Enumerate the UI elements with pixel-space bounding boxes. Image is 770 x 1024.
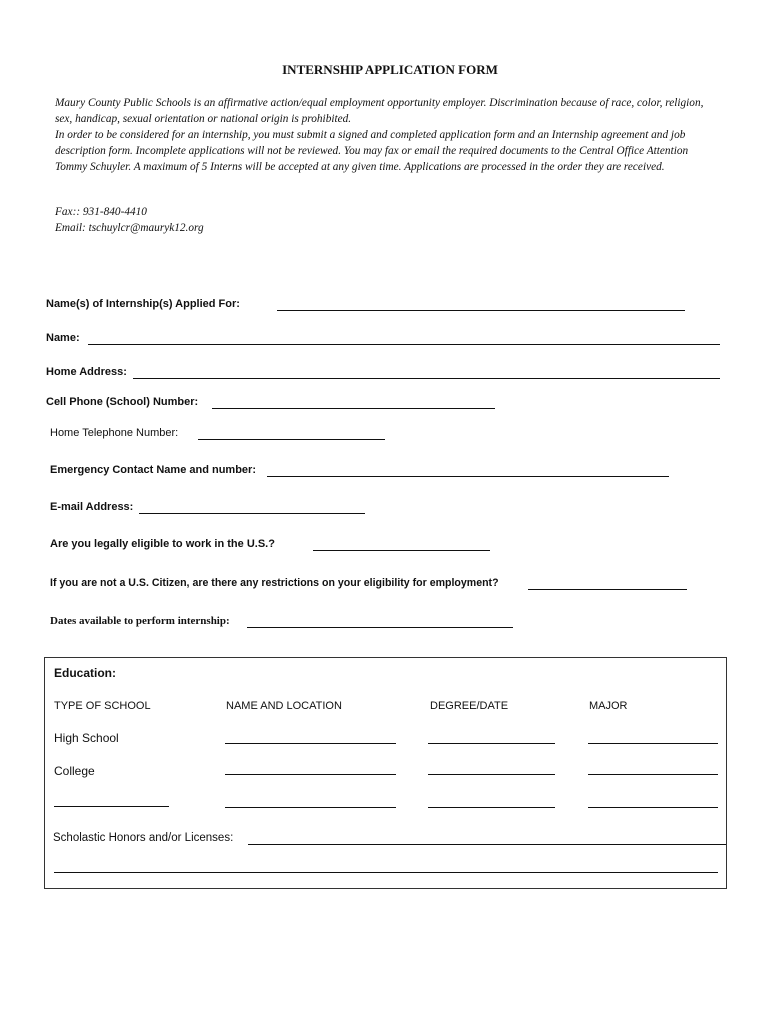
intro-text bbox=[55, 95, 705, 175]
col-name-location: NAME AND LOCATION bbox=[226, 700, 342, 712]
row-college: College bbox=[54, 764, 95, 778]
name-input-line[interactable] bbox=[88, 344, 720, 345]
email-label: E-mail Address: bbox=[50, 501, 134, 513]
contact-email: Email: tschuylcr@mauryk12.org bbox=[55, 222, 204, 234]
fax-number: Fax:: 931-840-4410 bbox=[55, 206, 147, 218]
eligibility-label: Are you legally eligible to work in the U.S.? bbox=[50, 538, 275, 550]
home-address-input-line[interactable] bbox=[133, 378, 720, 379]
high-school-major-line[interactable] bbox=[588, 743, 718, 744]
emergency-contact-label: Emergency Contact Name and number: bbox=[50, 464, 256, 476]
home-phone-input-line[interactable] bbox=[198, 439, 385, 440]
form-title: INTERNSHIP APPLICATION FORM bbox=[282, 62, 498, 77]
name-label: Name: bbox=[46, 332, 80, 344]
col-type-of-school: TYPE OF SCHOOL bbox=[54, 700, 151, 712]
honors-second-line[interactable] bbox=[54, 872, 718, 873]
instructions-paragraph: In order to be considered for an internship, you must submit a signed and completed application form and an Internship agreement and job description form. Incomplete applications will not be reviewed. You may fax or email the required documents to the Central Office Attention Tommy Schuyler. A maximum of 5 Interns will be accepted at any given time. Applications are processed in the order they are received. bbox=[55, 129, 689, 173]
high-school-degree-line[interactable] bbox=[428, 743, 555, 744]
college-degree-line[interactable] bbox=[428, 774, 555, 775]
cell-phone-input-line[interactable] bbox=[212, 408, 495, 409]
dates-label: Dates available to perform internship: bbox=[50, 615, 230, 627]
eeo-statement: Maury County Public Schools is an affirmative action/equal employment opportunity employer. Discrimination because of race, color, religion, sex, handicap, sexual orientation or national origin is prohibited. bbox=[55, 97, 704, 125]
other-name-line[interactable] bbox=[225, 807, 396, 808]
cell-phone-label: Cell Phone (School) Number: bbox=[46, 396, 199, 408]
honors-input-line[interactable] bbox=[248, 844, 726, 845]
internships-label: Name(s) of Internship(s) Applied For: bbox=[46, 298, 240, 310]
contact-info bbox=[55, 204, 204, 236]
education-heading: Education: bbox=[54, 666, 116, 680]
email-input-line[interactable] bbox=[139, 513, 365, 514]
college-major-line[interactable] bbox=[588, 774, 718, 775]
dates-input-line[interactable] bbox=[247, 627, 513, 628]
restrictions-label: If you are not a U.S. Citizen, are there any restrictions on your eligibility for employment? bbox=[50, 577, 499, 589]
eligibility-input-line[interactable] bbox=[313, 550, 490, 551]
home-address-label: Home Address: bbox=[46, 366, 127, 378]
restrictions-input-line[interactable] bbox=[528, 589, 687, 590]
college-name-line[interactable] bbox=[225, 774, 396, 775]
other-major-line[interactable] bbox=[588, 807, 718, 808]
col-major: MAJOR bbox=[589, 700, 628, 712]
row-high-school: High School bbox=[54, 731, 119, 745]
other-degree-line[interactable] bbox=[428, 807, 555, 808]
emergency-contact-input-line[interactable] bbox=[267, 476, 669, 477]
internships-input-line[interactable] bbox=[277, 310, 685, 311]
home-phone-label: Home Telephone Number: bbox=[50, 427, 179, 439]
high-school-name-line[interactable] bbox=[225, 743, 396, 744]
other-school-type-line[interactable] bbox=[54, 806, 169, 807]
honors-label: Scholastic Honors and/or Licenses: bbox=[53, 832, 234, 844]
col-degree-date: DEGREE/DATE bbox=[430, 700, 509, 712]
education-section bbox=[44, 657, 727, 889]
